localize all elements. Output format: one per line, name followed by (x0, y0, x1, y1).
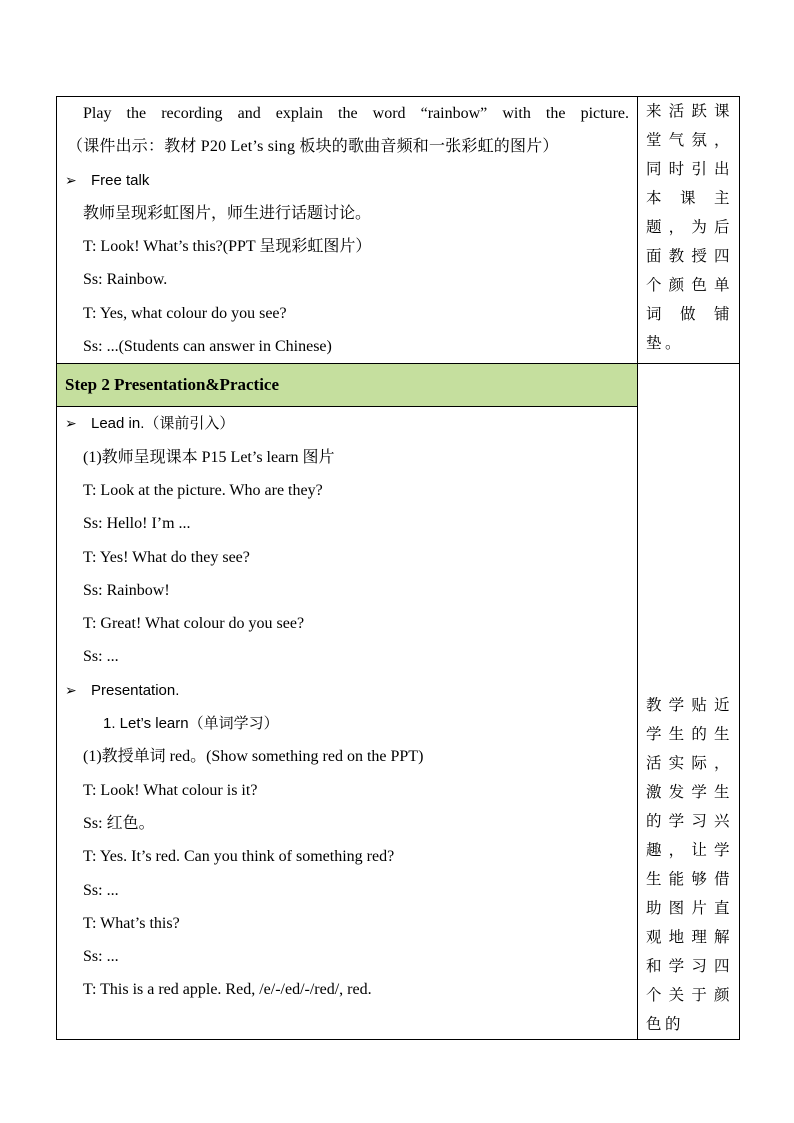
bullet-label: Free talk (91, 171, 150, 189)
top-main-cell (57, 97, 638, 364)
bullet-item (57, 407, 637, 440)
arrow-bullet-icon: ➢ (65, 415, 77, 432)
step-heading: Step 2 Presentation&Practice (57, 364, 637, 407)
lesson-plan-page (56, 96, 738, 1040)
text-line: T: Look at the picture. Who are they? (83, 481, 323, 499)
text-line: T: Look! What’s this?(PPT 呈现彩虹图片） (83, 238, 372, 256)
text-line: Ss: Rainbow! (83, 581, 170, 599)
side-note: 来活跃课堂气氛，同时引出本课主题，为后面教授四个颜色单词做铺垫。 (646, 102, 733, 352)
text-line: Ss: Hello! I’m ... (83, 515, 191, 533)
text-line: T: Look! What colour is it? (83, 781, 258, 799)
text-line: Ss: 红色。 (83, 814, 155, 832)
text-line: T: This is a red apple. Red, /e/-/ed/-/red/, red. (83, 981, 372, 999)
text-line: Ss: ...(Students can answer in Chinese) (83, 338, 332, 356)
text-line: Ss: ... (83, 948, 119, 966)
top-side-cell (638, 97, 740, 364)
text-line: （课件出示：教材 P20 Let’s sing 板块的歌曲音频和一张彩虹的图片） (67, 138, 559, 156)
text-line: T: Yes! What do they see? (83, 548, 250, 566)
sub-heading: 1. Let’s learn（单词学习） (103, 715, 279, 733)
arrow-bullet-icon: ➢ (65, 681, 77, 698)
step2-main-cell (57, 364, 638, 1040)
top-row (57, 97, 740, 364)
text-line: Ss: Rainbow. (83, 271, 168, 289)
text-line: 教师呈现彩虹图片，师生进行话题讨论。 (83, 204, 372, 222)
text-line: Ss: ... (83, 648, 119, 666)
step2-side-cell (638, 364, 740, 1040)
bullet-label: Presentation. (91, 681, 180, 699)
bullet-item (57, 674, 637, 707)
step2-row (57, 364, 740, 1040)
text-line: (1)教师呈现课本 P15 Let’s learn 图片 (83, 448, 335, 466)
text-line: Play the recording and explain the word “rainbow” with the picture. (83, 105, 629, 122)
arrow-bullet-icon: ➢ (65, 171, 77, 188)
text-line: T: Yes, what colour do you see? (83, 304, 287, 322)
text-line: T: What’s this? (83, 914, 180, 932)
text-line: T: Yes. It’s red. Can you think of something red? (83, 848, 395, 866)
text-line: (1)教授单词 red。(Show something red on the PPT) (83, 748, 424, 766)
text-line: Ss: ... (83, 881, 119, 899)
bullet-label: Lead in.（课前引入） (91, 415, 235, 433)
lesson-plan-table (56, 96, 740, 1040)
text-line: T: Great! What colour do you see? (83, 615, 305, 633)
side-note: 教学贴近学生的生活实际，激发学生的学习兴趣，让学生能够借助图片直观地理解和学习四个关于颜色的 (646, 696, 733, 1034)
bullet-item (57, 164, 637, 197)
